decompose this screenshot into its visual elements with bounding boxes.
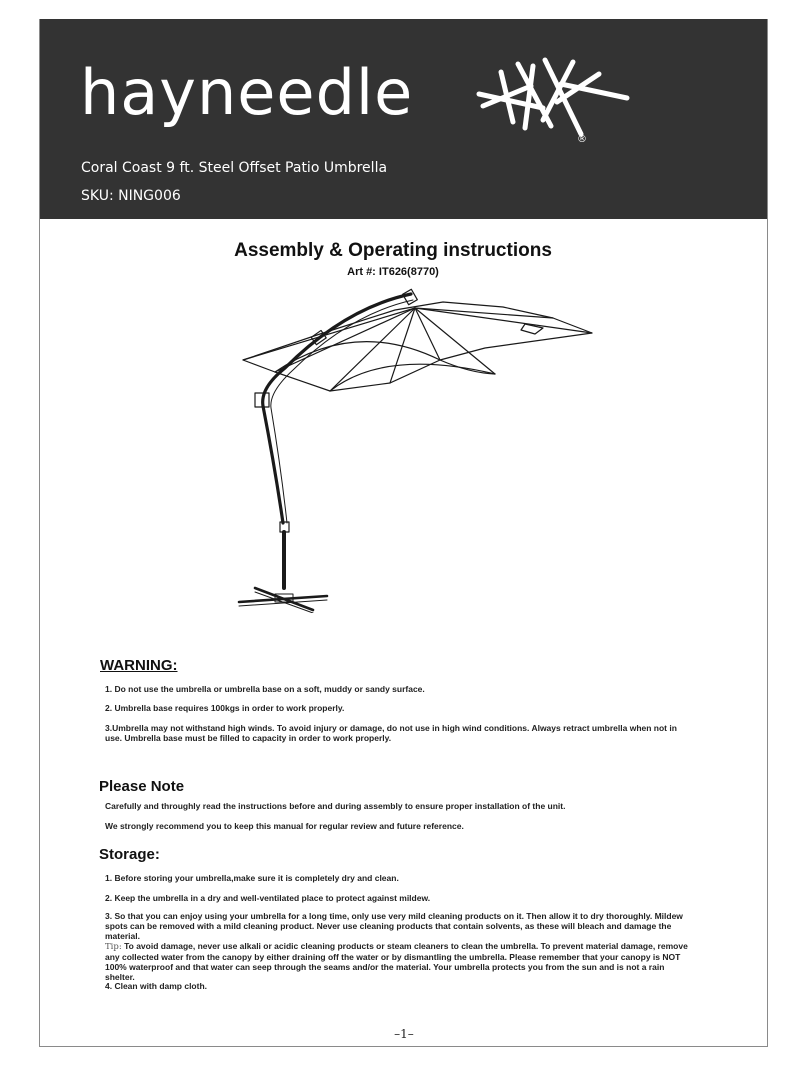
product-title: Coral Coast 9 ft. Steel Offset Patio Umbrella [81, 160, 388, 176]
storage-tip [105, 941, 695, 982]
hayneedle-logo-icon [473, 56, 633, 146]
sku-value: NING006 [118, 188, 181, 204]
registered-mark: ® [577, 134, 587, 145]
warning-item: 2. Umbrella base requires 100kgs in order to work properly. [105, 703, 345, 713]
art-number [0, 266, 786, 278]
storage-item: 3. So that you can enjoy using your umbrella for a long time, only use very mild cleaning products on it. Then allow it to dry thoroughly. Mildew spots can be removed with a mild cleaning product. Never use cleaning products that contain solvents, as these will bleach and damage the material. [105, 911, 683, 941]
warning-heading: WARNING: [100, 657, 178, 674]
note-item: We strongly recommend you to keep this manual for regular review and future reference. [105, 821, 464, 831]
sku-label: SKU: [81, 188, 114, 204]
page-number: –1– [394, 1027, 414, 1041]
sku-line [81, 188, 181, 204]
storage-item: 2. Keep the umbrella in a dry and well-ventilated place to protect against mildew. [105, 893, 431, 903]
note-item: Carefully and throughly read the instructions before and during assembly to ensure proper installation of the unit. [105, 801, 566, 811]
brand-wordmark: hayneedle [80, 56, 414, 129]
art-value: IT626(8770) [378, 266, 439, 278]
storage-item: 1. Before storing your umbrella,make sure it is completely dry and clean. [105, 873, 399, 883]
tip-label: Tip: [105, 942, 122, 952]
document-title: Assembly & Operating instructions [234, 240, 552, 261]
storage-heading: Storage: [99, 846, 160, 863]
tip-text: To avoid damage, never use alkali or acidic cleaning products or steam cleaners to clean the umbrella. To prevent material damage, remove any collected water from the canopy by either draining off the water or by dismantling the umbrella. Please remember that your canopy is NOT 100% waterproof and that water can seep through the seams and/or the material. Your umbrella protects you from the sun and is not a rain shelter. [105, 941, 688, 982]
warning-item: 3.Umbrella may not withstand high winds. To avoid injury or damage, do not use in high wind conditions. Always retract umbrella when not in use. Umbrella base must be filled to capacity in order to work properly. [105, 723, 677, 743]
art-label: Art #: [347, 266, 376, 278]
please-note-heading: Please Note [99, 778, 185, 795]
offset-umbrella-illustration [235, 288, 600, 613]
warning-item: 1. Do not use the umbrella or umbrella base on a soft, muddy or sandy surface. [105, 684, 425, 694]
storage-item: 4. Clean with damp cloth. [105, 981, 208, 991]
